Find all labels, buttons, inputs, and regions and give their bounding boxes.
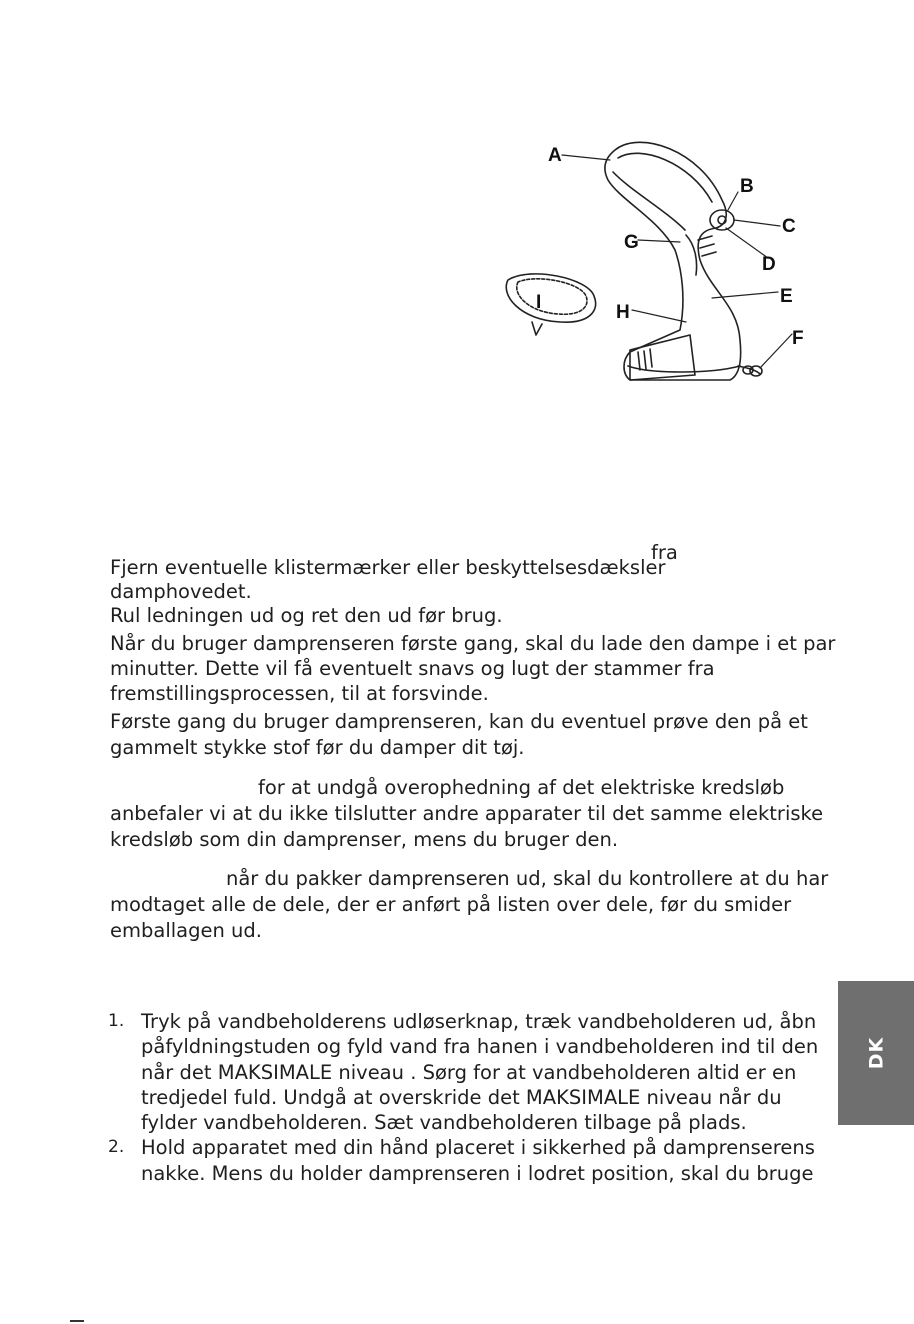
language-tab	[838, 981, 914, 1125]
warning-line-3: kredsløb som din damprenser, mens du bruger den.	[110, 828, 619, 851]
instruction-steps	[108, 1009, 819, 1186]
step-line: påfyldningstuden og fyld vand fra hanen i vandbeholderen ind til den	[141, 1035, 819, 1059]
intro-line-6: fremstillingsprocessen, til at forsvinde.	[110, 682, 489, 705]
callout-e: E	[780, 286, 793, 307]
step-2	[108, 1135, 815, 1186]
callout-c: C	[782, 216, 796, 237]
steamer-diagram	[490, 130, 820, 390]
note-line-2: modtaget alle de dele, der er anført på listen over dele, før du smider	[110, 893, 792, 916]
note-line-1: når du pakker damprenseren ud, skal du kontrollere at du har	[226, 867, 829, 890]
step-line: Tryk på vandbeholderens udløserknap, træk vandbeholderen ud, åbn	[141, 1010, 817, 1033]
step-number: 1.	[108, 1011, 125, 1031]
step-1	[108, 1009, 819, 1135]
intro-line-8: gammelt stykke stof før du damper dit tøj.	[110, 736, 525, 759]
language-tab-label: DK	[865, 1036, 887, 1070]
step-line: nakke. Mens du holder damprenseren i lodret position, skal du bruge	[141, 1161, 814, 1185]
callout-h: H	[616, 302, 630, 323]
intro-line-2: damphovedet.	[110, 580, 252, 603]
intro-line-3: Rul ledningen ud og ret den ud før brug.	[110, 604, 503, 627]
intro-line-4: Når du bruger damprenseren første gang, skal du lade den dampe i et par	[110, 632, 836, 655]
warning-line-1: for at undgå overophedning af det elektriske kredsløb	[258, 776, 785, 799]
brush-attachment	[506, 274, 595, 335]
step-line: når det MAKSIMALE niveau . Sørg for at vandbeholderen altid er en	[141, 1060, 797, 1084]
steamer-body	[605, 142, 762, 380]
step-line: fylder vandbeholderen. Sæt vandbeholderen tilbage på plads.	[141, 1111, 747, 1135]
intro-line1-tail: fra	[651, 541, 678, 564]
note-line-3: emballagen ud.	[110, 919, 262, 942]
callout-f: F	[792, 328, 804, 349]
callout-i: I	[536, 292, 542, 313]
callout-a: A	[548, 145, 562, 166]
intro-line-7: Første gang du bruger damprenseren, kan du eventuel prøve den på et	[110, 710, 808, 733]
callout-g: G	[624, 232, 639, 253]
warning-line-2: anbefaler vi at du ikke tilslutter andre apparater til det samme elektriske	[110, 802, 824, 825]
callout-b: B	[740, 176, 754, 197]
intro-line-1: Fjern eventuelle klistermærker eller beskyttelsesdæksler	[110, 556, 666, 579]
step-number: 2.	[108, 1137, 125, 1158]
footer-mark	[70, 1320, 84, 1322]
step-line: Hold apparatet med din hånd placeret i sikkerhed på damprenserens	[141, 1136, 815, 1160]
intro-line-5: minutter. Dette vil få eventuelt snavs og lugt der stammer fra	[110, 657, 715, 680]
step-line: tredjedel fuld. Undgå at overskride det MAKSIMALE niveau når du	[141, 1085, 782, 1109]
callout-d: D	[762, 254, 776, 275]
